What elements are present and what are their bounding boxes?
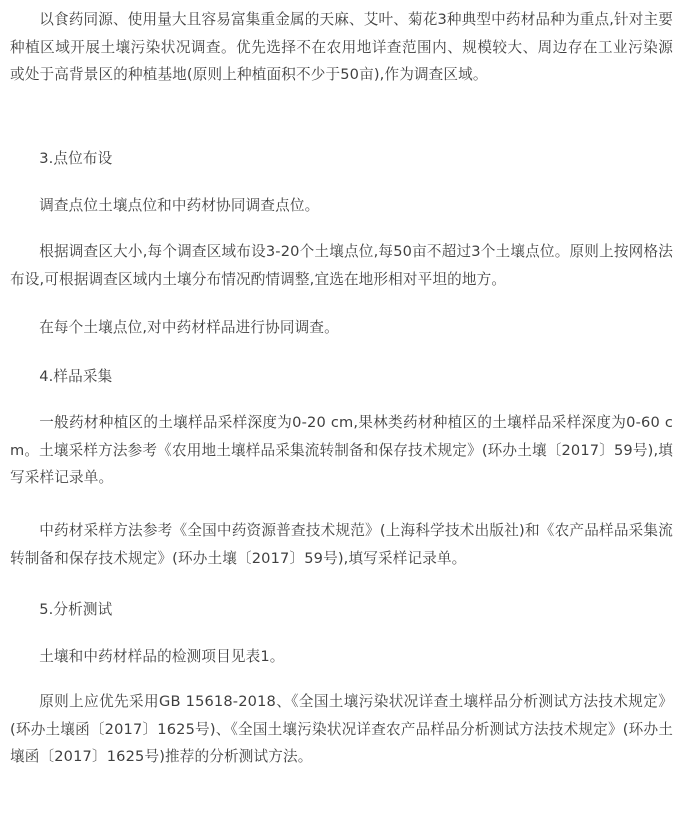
section-heading-sampling: 4.样品采集: [39, 368, 113, 385]
paragraph-herb-sampling: 中药材采样方法参考《全国中药资源普查技术规范》(上海科学技术出版社)和《农产品样品采集流转制备和保存技术规定》(环办土壤〔2017〕59号),填写采样记录单。: [10, 522, 673, 567]
paragraph-test-items: 土壤和中药材样品的检测项目见表1。: [39, 648, 285, 665]
section-heading-analysis: 5.分析测试: [39, 601, 113, 618]
paragraph-test-methods: 原则上应优先采用GB 15618-2018、《全国土壤污染状况详查土壤样品分析测试方法技术规定》(环办土壤函〔2017〕1625号)、《全国土壤污染状况详查农产品样品分析测试方法技术规定》(环办土壤函〔2017〕1625号)推荐的分析测试方法。: [10, 693, 673, 765]
paragraph-point-density: 根据调查区大小,每个调查区域布设3-20个土壤点位,每50亩不超过3个土壤点位。原则上按网格法布设,可根据调查区域内土壤分布情况酌情调整,宜选在地形相对平坦的地方。: [10, 243, 673, 288]
paragraph-survey-area: 以食药同源、使用量大且容易富集重金属的天麻、艾叶、菊花3种典型中药材品种为重点,针对主要种植区域开展土壤污染状况调查。优先选择不在农用地详查范围内、规模较大、周边存在工业污染源或处于高背景区的种植基地(原则上种植面积不少于50亩),作为调查区域。: [10, 11, 673, 83]
paragraph-soil-sampling: 一般药材种植区的土壤样品采样深度为0-20 cm,果林类药材种植区的土壤样品采样深度为0-60 cm。土壤采样方法参考《农用地土壤样品采集流转制备和保存技术规定》(环办土壤〔2017〕59号),填写采样记录单。: [10, 414, 673, 486]
section-heading-point-layout: 3.点位布设: [39, 150, 113, 167]
paragraph-coordinated-survey: 在每个土壤点位,对中药材样品进行协同调查。: [39, 319, 339, 336]
paragraph-point-types: 调查点位土壤点位和中药材协同调查点位。: [39, 197, 320, 214]
